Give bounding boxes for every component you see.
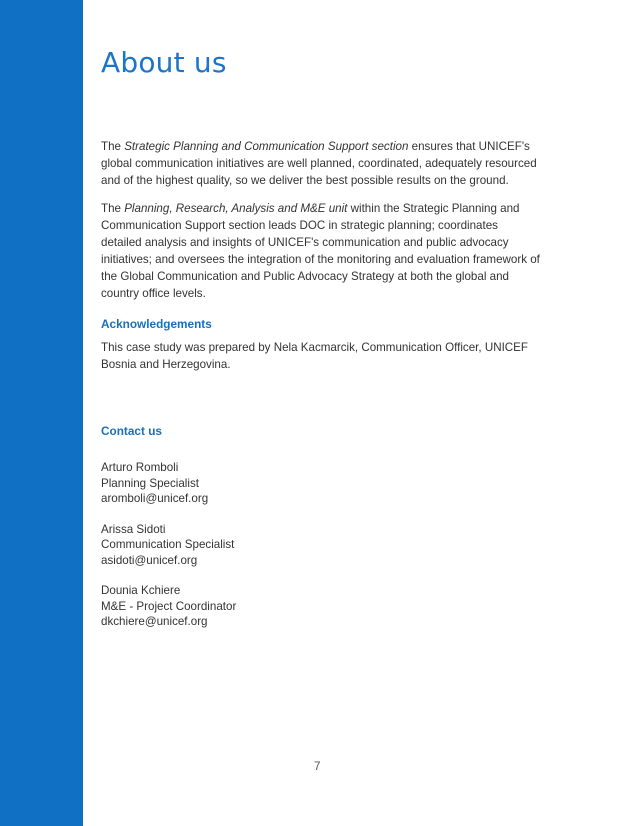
contact-role: M&E - Project Coordinator [101,599,237,613]
contact-email[interactable]: dkchiere@unicef.org [101,615,208,628]
intro-paragraph-2 [101,200,541,302]
intro-paragraph-1 [101,138,541,189]
page-number: 7 [314,760,321,773]
acknowledgements-heading: Acknowledgements [101,317,212,331]
intro-p2-body: within the Strategic Planning and Communication Support section leads DOC in strategic planning; coordinates detailed analysis and insights of UNICEF's communication and public advocacy initiatives; and oversees the integration of the monitoring and evaluation framework of the Global Communication and Public Advocacy Strategy at both the global and country office levels. [101,202,540,300]
contact-heading: Contact us [101,424,162,438]
acknowledgements-section [101,339,541,373]
contact-role: Planning Specialist [101,476,199,490]
contact-name: Arissa Sidoti [101,522,166,536]
page-title: About us [101,46,227,79]
intro-p1-body: ensures that UNICEF's global communication initiatives are well planned, coordinated, adequately resourced and of the highest quality, so we deliver the best possible results on the ground. [101,140,537,187]
acknowledgements-text: This case study was prepared by Nela Kacmarcik, Communication Officer, UNICEF Bosnia and Herzegovina. [101,341,528,371]
intro-p2-unit-name: Planning, Research, Analysis and M&E unit [124,202,348,215]
contact-role: Communication Specialist [101,538,235,551]
contact-name: Arturo Romboli [101,461,179,474]
side-color-bar [0,0,83,826]
contact-card [101,460,236,507]
contact-list [101,460,236,630]
contact-name: Dounia Kchiere [101,584,181,597]
contact-email[interactable]: aromboli@unicef.org [101,492,209,505]
intro-section [101,138,541,302]
contact-card [101,522,236,569]
contact-card [101,583,236,630]
intro-p2-lead: The [101,202,125,215]
contact-email[interactable]: asidoti@unicef.org [101,553,198,567]
intro-p1-section-name: Strategic Planning and Communication Support section [124,140,409,153]
intro-p1-lead: The [101,140,125,153]
